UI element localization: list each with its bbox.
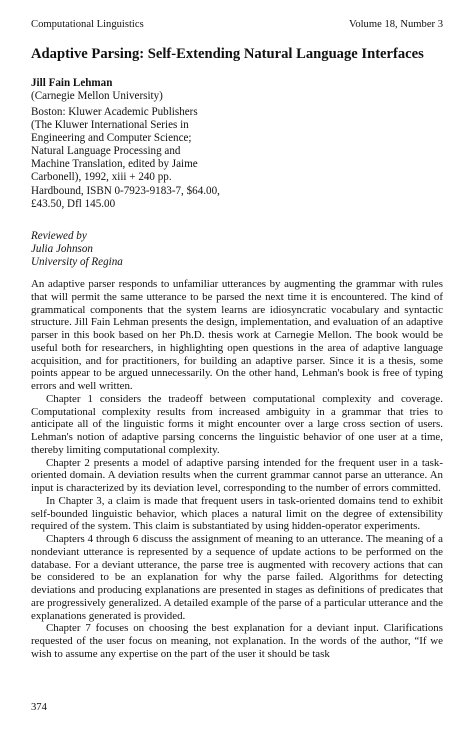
running-head — [31, 18, 443, 31]
publication-line: Hardbound, ISBN 0-7923-9183-7, $64.00, — [31, 184, 220, 197]
reviewer-block — [31, 230, 123, 269]
publication-line: £43.50, Dfl 145.00 — [31, 197, 116, 210]
publication-line: Natural Language Processing and — [31, 145, 181, 158]
publication-details — [31, 106, 220, 211]
body-paragraph: Chapter 7 focuses on choosing the best explanation for a deviant input. Clarifications requested of the user focus on meaning, not explanation. In the words of the author, “If we wish to assume any expertise on the part of the user it should be task — [31, 622, 443, 660]
journal-name: Computational Linguistics — [31, 19, 144, 30]
body-paragraph: Chapter 1 considers the tradeoff between computational complexity and coverage. Computational complexity results from increased ambiguity in a grammar that tries to anticipate all of the linguistic forms it might encounter over a large cross section of users. Lehman's notion of adaptive parsing concerns the linguistic behavior of one user at a time, thereby limiting computational complexity. — [31, 392, 443, 456]
publication-line: Engineering and Computer Science; — [31, 132, 192, 145]
body-paragraph: An adaptive parser responds to unfamiliar utterances by augmenting the grammar with rules that will permit the same utterance to be parsed the next time it is encountered. The kind of grammatical components that the system learns are idiosyncratic vocabulary and syntactic structure. Jill Fain Lehman presents the design, implementation, and evaluation of an adaptive parser in this book based on her Ph.D. thesis work at Carnegie Mellon. The book would be useful both for researchers, in highlighting open questions in the area of adaptive language acquisition, and for practitioners, for building an adaptive parser. Since it is a thesis, some points appear to be argued unnecessarily. On the other hand, Lehman's book is free of typing errors and well written. — [31, 278, 443, 392]
author-name: Jill Fain Lehman — [31, 77, 113, 89]
reviewed-by-label: Reviewed by — [31, 230, 87, 242]
book-title: Adaptive Parsing: Self-Extending Natural Language Interfaces — [31, 46, 424, 62]
body-paragraph: In Chapter 3, a claim is made that frequent users in task-oriented domains tend to exhibit self-bounded linguistic behavior, which places a natural limit on the degree of extensibility required of the system. This claim is substantiated by using hidden-operator experiments. — [31, 494, 443, 533]
author-affiliation: (Carnegie Mellon University) — [31, 90, 163, 103]
publication-line: (The Kluwer International Series in — [31, 119, 189, 132]
reviewer-affiliation: University of Regina — [31, 256, 123, 269]
publication-line: Machine Translation, edited by Jaime — [31, 158, 198, 171]
page-number: 374 — [31, 702, 47, 713]
body-paragraph: Chapter 2 presents a model of adaptive parsing intended for the frequent user in a task-oriented domain. A deviation results when the current grammar cannot parse an utterance. An input is characterized by its deviation level, corresponding to the number of errors committed. — [31, 456, 443, 494]
volume-number: Volume 18, Number 3 — [349, 19, 443, 30]
author-block — [31, 77, 163, 103]
review-body — [31, 278, 443, 661]
publication-line: Carbonell), 1992, xiii + 240 pp. — [31, 171, 172, 184]
publication-line: Boston: Kluwer Academic Publishers — [31, 106, 198, 118]
body-paragraph: Chapters 4 through 6 discuss the assignment of meaning to an utterance. The meaning of a nondeviant utterance is represented by a sequence of update actions to be performed on the database. For a deviant utterance, the parse tree is augmented with recovery actions that can be considered to be an explanation for why the parse failed. Algorithms for detecting deviations and producing explanations are presented in stages as definitions of predicates that are progressively generalized. A detailed example of the parse of a particular utterance and the explanations generated is provided. — [31, 533, 443, 622]
reviewer-name: Julia Johnson — [31, 243, 93, 256]
